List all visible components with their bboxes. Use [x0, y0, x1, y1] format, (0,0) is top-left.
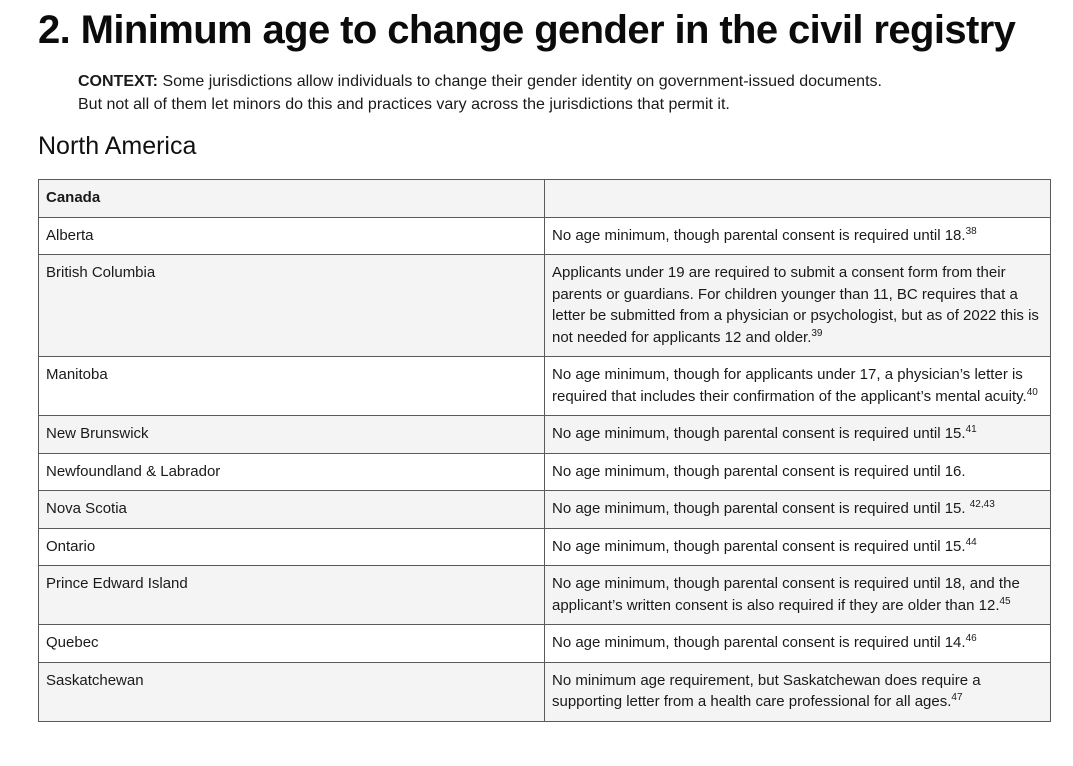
jurisdiction-name: British Columbia [39, 255, 545, 357]
age-rule [545, 491, 1051, 529]
age-rule-text: No age minimum, though parental consent is required until 15. [552, 425, 966, 442]
age-rule [545, 217, 1051, 255]
details-header [545, 180, 1051, 218]
jurisdiction-name: New Brunswick [39, 416, 545, 454]
table-row [39, 491, 1051, 529]
age-rule-text: No age minimum, though parental consent is required until 15. [552, 500, 970, 517]
footnote-ref: 45 [999, 595, 1011, 607]
footnote-ref: 47 [951, 692, 963, 703]
table-row [39, 625, 1051, 663]
table-header-row [39, 180, 1051, 218]
page-title: 2. Minimum age to change gender in the civil registry [38, 8, 1016, 52]
jurisdiction-name: Prince Edward Island [39, 566, 545, 625]
age-rule-text: No age minimum, though parental consent is required until 18. [552, 226, 966, 244]
table-row [39, 357, 1051, 416]
table-row [39, 416, 1051, 454]
age-rule [545, 416, 1051, 454]
jurisdiction-table [38, 179, 1051, 722]
age-rule-text: Applicants under 19 are required to submit a consent form from their parents or guardians. For children younger than 11, BC requires that a letter be submitted from a physician or psychologist, but as of 2022 this is not needed for applicants 12 and older. [552, 264, 1039, 346]
footnote-ref: 44 [965, 536, 977, 548]
age-rule-text: No age minimum, though for applicants under 17, a physician’s letter is required that includes their confirmation of the applicant’s mental acuity. [552, 366, 1027, 405]
table-row [39, 255, 1051, 357]
age-rule [545, 625, 1051, 663]
context-line-2: But not all of them let minors do this and practices vary across the jurisdictions that permit it. [78, 96, 730, 113]
age-rule [545, 255, 1051, 357]
jurisdiction-name: Quebec [39, 625, 545, 663]
region-heading: North America [38, 132, 197, 160]
footnote-ref: 46 [965, 633, 977, 644]
age-rule [545, 357, 1051, 416]
table-row [39, 662, 1051, 721]
footnote-ref: 38 [965, 225, 977, 237]
table-row [39, 566, 1051, 625]
jurisdiction-name: Alberta [39, 217, 545, 255]
table-row [39, 453, 1051, 491]
footnote-ref: 41 [965, 424, 977, 435]
age-rule-text: No age minimum, though parental consent is required until 18, and the applicant’s written consent is also required if they are older than 12. [552, 575, 1020, 614]
context-line-1: Some jurisdictions allow individuals to change their gender identity on government-issued documents. [158, 73, 882, 90]
age-rule [545, 662, 1051, 721]
age-rule [545, 566, 1051, 625]
context-label: CONTEXT: [78, 73, 158, 90]
footnote-ref: 39 [811, 327, 823, 339]
age-rule-text: No age minimum, though parental consent is required until 15. [552, 537, 966, 555]
jurisdiction-name: Ontario [39, 528, 545, 566]
jurisdiction-name: Manitoba [39, 357, 545, 416]
context-paragraph [78, 70, 1038, 116]
age-rule-text: No minimum age requirement, but Saskatchewan does require a supporting letter from a health care professional for all ages. [552, 671, 981, 710]
age-rule-text: No age minimum, though parental consent is required until 16. [552, 462, 966, 480]
age-rule [545, 528, 1051, 566]
country-header: Canada [39, 180, 545, 218]
footnote-ref: 42,43 [969, 499, 995, 510]
jurisdiction-name: Newfoundland & Labrador [39, 453, 545, 491]
jurisdiction-name: Nova Scotia [39, 491, 545, 529]
age-rule-text: No age minimum, though parental consent is required until 14. [552, 634, 966, 651]
footnote-ref: 40 [1026, 386, 1038, 398]
table-row [39, 217, 1051, 255]
table-row [39, 528, 1051, 566]
age-rule [545, 453, 1051, 491]
jurisdiction-name: Saskatchewan [39, 662, 545, 721]
